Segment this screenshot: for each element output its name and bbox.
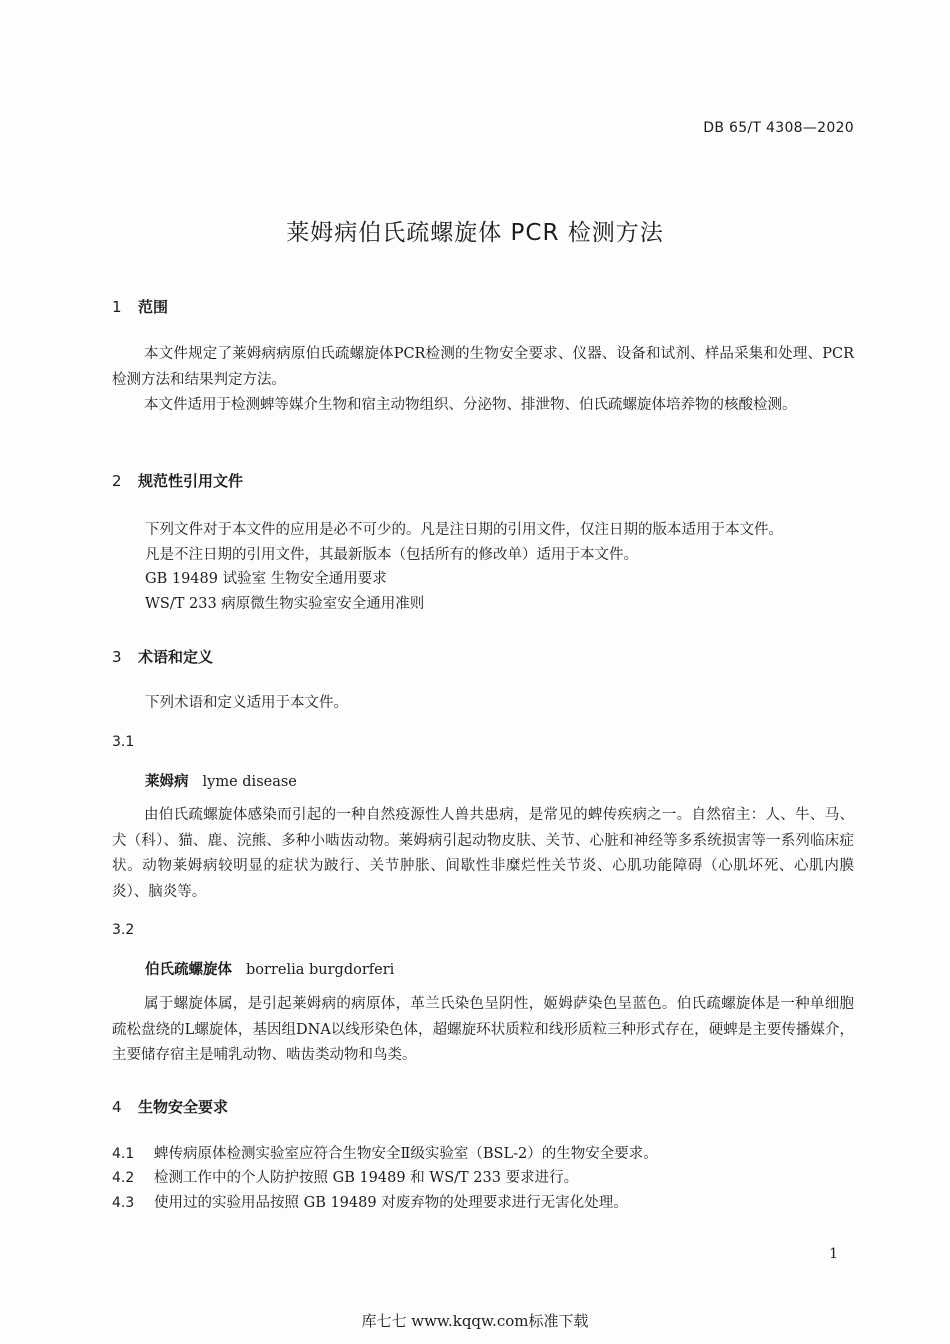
term-definition: 由伯氏疏螺旋体感染而引起的一种自然疫源性人兽共患病，是常见的蜱传疾病之一。自然宿主：人、牛、马、犬（科）、猫、鹿、浣熊、多种小啮齿动物。莱姆病引起动物皮肤、关节、心脏和神经等多系统损害等一系列临床症状。动物莱姆病较明显的症状为跛行、关节肿胀、间歇性非糜烂性关节炎、心肌功能障碍（心肌坏死、心肌内膜炎）、脑炎等。 (112, 807, 854, 900)
term-number: 3.1 (112, 734, 135, 750)
document-title: 莱姆病伯氏疏螺旋体 PCR 检测方法 (286, 220, 664, 246)
section-number: 4 (112, 1098, 122, 1116)
term-chinese: 莱姆病 (145, 774, 189, 790)
paragraph: 本文件规定了莱姆病病原伯氏疏螺旋体PCR检测的生物安全要求、仪器、设备和试剂、样品采集和处理、PCR检测方法和结果判定方法。 (112, 346, 854, 388)
requirement-text: 蜱传病原体检测实验室应符合生物安全Ⅱ级实验室（BSL-2）的生物安全要求。 (154, 1146, 658, 1162)
requirement-text: 检测工作中的个人防护按照 GB 19489 和 WS/T 233 要求进行。 (154, 1170, 579, 1186)
section-number: 2 (112, 472, 122, 490)
section-title: 生物安全要求 (138, 1098, 229, 1116)
paragraph: 本文件适用于检测蜱等媒介生物和宿主动物组织、分泌物、排泄物、伯氏疏螺旋体培养物的核酸检测。 (144, 397, 797, 413)
requirement-number: 4.1 (112, 1146, 135, 1162)
requirement-number: 4.3 (112, 1195, 135, 1211)
term-english: lyme disease (202, 774, 297, 790)
term-heading (145, 958, 394, 979)
requirement-item (112, 1166, 578, 1190)
footer-watermark: 库七七 www.kqqw.com标准下载 (361, 1312, 589, 1330)
requirement-item (112, 1142, 658, 1166)
requirement-text: 使用过的实验用品按照 GB 19489 对废弃物的处理要求进行无害化处理。 (154, 1195, 628, 1211)
section-4-heading (112, 1096, 228, 1117)
section-title: 术语和定义 (138, 648, 214, 666)
standard-code: DB 65/T 4308—2020 (703, 120, 854, 136)
requirement-number: 4.2 (112, 1170, 135, 1186)
section-number: 1 (112, 298, 122, 316)
section-number: 3 (112, 648, 122, 666)
page-number: 1 (829, 1246, 838, 1262)
section-2-heading (112, 470, 243, 491)
requirement-item (112, 1191, 628, 1215)
term-heading (145, 770, 297, 791)
term-definition: 属于螺旋体属，是引起莱姆病的病原体，革兰氏染色呈阴性，姬姆萨染色呈蓝色。伯氏疏螺旋体是一种单细胞疏松盘绕的L螺旋体，基因组DNA以线形染色体，超螺旋环状质粒和线形质粒三种形式存在，硬蜱是主要传播媒介，主要储存宿主是哺乳动物、啮齿类动物和鸟类。 (112, 996, 854, 1063)
text-line: 下列术语和定义适用于本文件。 (145, 695, 348, 711)
section-title: 规范性引用文件 (138, 472, 244, 490)
text-line: 凡是不注日期的引用文件，其最新版本（包括所有的修改单）适用于本文件。 (145, 547, 638, 563)
reference-wst233: WS/T 233 病原微生物实验室安全通用准则 (145, 596, 425, 612)
term-number: 3.2 (112, 922, 135, 938)
section-title: 范围 (138, 298, 169, 316)
section-1-heading (112, 296, 168, 317)
section-3-heading (112, 646, 213, 667)
term-english: borrelia burgdorferi (246, 962, 395, 978)
text-line: 下列文件对于本文件的应用是必不可少的。凡是注日期的引用文件，仅注日期的版本适用于本文件。 (145, 522, 783, 538)
reference-gb19489: GB 19489 试验室 生物安全通用要求 (145, 571, 387, 587)
term-chinese: 伯氏疏螺旋体 (145, 962, 232, 978)
